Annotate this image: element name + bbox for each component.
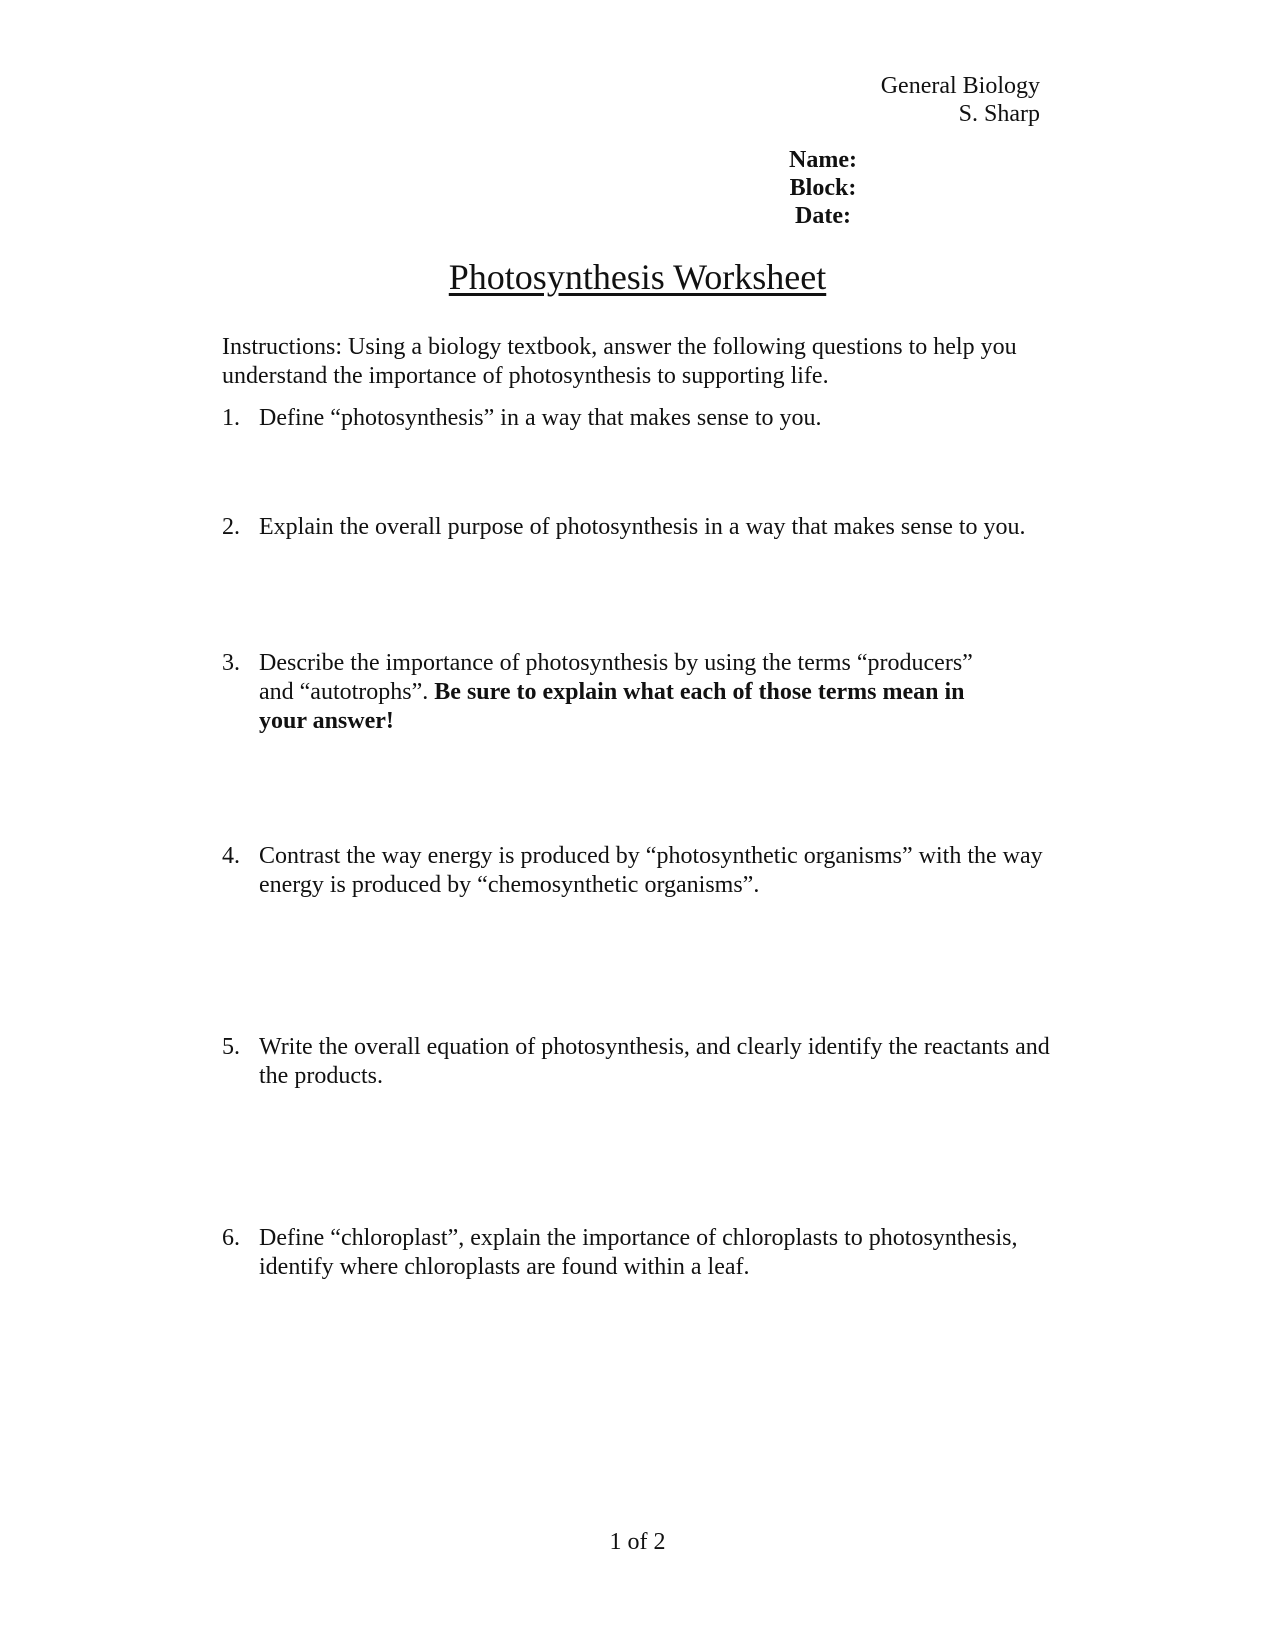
question-3 (222, 649, 1012, 736)
question-number: 3. (222, 650, 240, 676)
instructions: Instructions: Using a biology textbook, answer the following questions to help you understand the importance of photosynthesis to supporting life. (222, 334, 1017, 389)
question-emphasis: Be sure to explain what each of those terms mean in your answer! (259, 679, 965, 734)
question-number: 6. (222, 1225, 240, 1251)
question-4 (222, 842, 1082, 900)
question-number: 1. (222, 405, 240, 431)
date-label: Date: (795, 203, 851, 229)
course-header (881, 72, 1040, 128)
question-text: Write the overall equation of photosynthesis, and clearly identify the reactants and the products. (259, 1034, 1050, 1089)
question-5 (222, 1033, 1082, 1091)
question-text: Define “chloroplast”, explain the importance of chloroplasts to photosynthesis, identify where chloroplasts are found within a leaf. (259, 1225, 1018, 1280)
page-number: 1 of 2 (609, 1529, 666, 1555)
student-fields (773, 146, 873, 230)
question-text: Describe the importance of photosynthesis by using the terms “producers” and “autotrophs”. (259, 650, 973, 705)
question-1 (222, 404, 1082, 433)
question-number: 2. (222, 514, 240, 540)
worksheet-title: Photosynthesis Worksheet (448, 257, 827, 297)
question-2 (222, 513, 1082, 542)
teacher-name: S. Sharp (958, 101, 1040, 127)
question-number: 4. (222, 843, 240, 869)
question-number: 5. (222, 1034, 240, 1060)
name-label: Name: (789, 147, 857, 173)
question-text: Define “photosynthesis” in a way that makes sense to you. (259, 405, 822, 431)
question-text: Explain the overall purpose of photosynthesis in a way that makes sense to you. (259, 514, 1026, 540)
question-6 (222, 1224, 1032, 1282)
question-text: Contrast the way energy is produced by “photosynthetic organisms” with the way energy is produced by “chemosynthetic organisms”. (259, 843, 1043, 898)
course-name: General Biology (880, 73, 1040, 99)
worksheet-title-container (0, 256, 1275, 298)
block-label: Block: (789, 175, 857, 201)
